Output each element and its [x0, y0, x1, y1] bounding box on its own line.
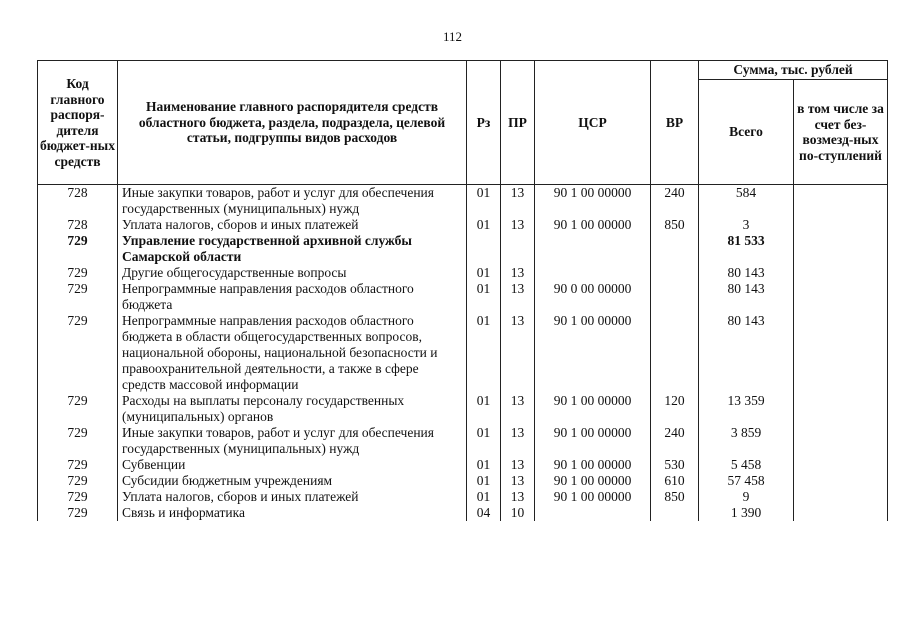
header-pr: ПР [501, 61, 535, 185]
table-row [38, 265, 888, 281]
cell-vr [651, 505, 699, 521]
cell-code: 728 [38, 217, 118, 233]
cell-code: 729 [38, 233, 118, 265]
cell-pr: 13 [501, 489, 535, 505]
cell-csr: 90 0 00 00000 [535, 281, 651, 313]
table-row [38, 233, 888, 265]
cell-pr: 13 [501, 185, 535, 218]
cell-rz [467, 233, 501, 265]
table-body [38, 185, 888, 522]
cell-name: Расходы на выплаты персоналу государственных (муниципальных) органов [118, 393, 467, 425]
cell-name: Непрограммные направления расходов областного бюджета в области общегосударственных вопросов, национальной обороны, национальной безопасности и правоохранительной деятельности, а также в сфере средств массовой информации [118, 313, 467, 393]
cell-rz: 01 [467, 457, 501, 473]
cell-csr: 90 1 00 00000 [535, 185, 651, 218]
cell-free [794, 457, 888, 473]
cell-vr: 850 [651, 489, 699, 505]
cell-free [794, 233, 888, 265]
cell-name: Связь и информатика [118, 505, 467, 521]
cell-free [794, 489, 888, 505]
cell-total: 13 359 [699, 393, 794, 425]
cell-total: 584 [699, 185, 794, 218]
cell-csr: 90 1 00 00000 [535, 425, 651, 457]
cell-free [794, 313, 888, 393]
cell-free [794, 185, 888, 218]
cell-free [794, 217, 888, 233]
cell-rz: 01 [467, 313, 501, 393]
cell-code: 729 [38, 313, 118, 393]
cell-pr: 13 [501, 473, 535, 489]
cell-rz: 01 [467, 393, 501, 425]
cell-csr: 90 1 00 00000 [535, 393, 651, 425]
cell-vr: 240 [651, 185, 699, 218]
cell-total: 81 533 [699, 233, 794, 265]
cell-free [794, 265, 888, 281]
header-rz: Рз [467, 61, 501, 185]
cell-vr: 610 [651, 473, 699, 489]
cell-code: 729 [38, 281, 118, 313]
header-name: Наименование главного распорядителя средств областного бюджета, раздела, подраздела, целевой статьи, подгруппы видов расходов [118, 61, 467, 185]
cell-csr: 90 1 00 00000 [535, 313, 651, 393]
table-row [38, 313, 888, 393]
cell-free [794, 393, 888, 425]
cell-rz: 01 [467, 425, 501, 457]
header-sum-group: Сумма, тыс. рублей [699, 61, 888, 80]
header-code: Код главного распоря-дителя бюджет-ных средств [38, 61, 118, 185]
header-total: Всего [699, 80, 794, 185]
cell-rz: 01 [467, 217, 501, 233]
cell-code: 729 [38, 457, 118, 473]
cell-code: 729 [38, 425, 118, 457]
table-row [38, 185, 888, 218]
cell-free [794, 473, 888, 489]
cell-rz: 01 [467, 489, 501, 505]
cell-csr: 90 1 00 00000 [535, 457, 651, 473]
cell-vr: 530 [651, 457, 699, 473]
cell-pr: 13 [501, 393, 535, 425]
cell-csr [535, 265, 651, 281]
cell-vr [651, 313, 699, 393]
cell-vr [651, 265, 699, 281]
table-row [38, 217, 888, 233]
table-row [38, 489, 888, 505]
cell-vr [651, 281, 699, 313]
cell-csr [535, 233, 651, 265]
cell-total: 80 143 [699, 265, 794, 281]
header-free: в том числе за счет без-возмезд-ных по-ступлений [794, 80, 888, 185]
cell-name: Уплата налогов, сборов и иных платежей [118, 217, 467, 233]
cell-vr: 240 [651, 425, 699, 457]
table-header [38, 61, 888, 185]
table-row [38, 505, 888, 521]
cell-name: Управление государственной архивной службы Самарской области [118, 233, 467, 265]
cell-pr: 13 [501, 425, 535, 457]
cell-total: 57 458 [699, 473, 794, 489]
page-number: 112 [442, 29, 463, 44]
cell-total: 3 859 [699, 425, 794, 457]
cell-rz: 01 [467, 185, 501, 218]
cell-rz: 04 [467, 505, 501, 521]
cell-code: 729 [38, 489, 118, 505]
cell-name: Субвенции [118, 457, 467, 473]
cell-total: 1 390 [699, 505, 794, 521]
cell-pr [501, 233, 535, 265]
cell-name: Непрограммные направления расходов областного бюджета [118, 281, 467, 313]
table-row [38, 393, 888, 425]
cell-vr [651, 233, 699, 265]
cell-name: Уплата налогов, сборов и иных платежей [118, 489, 467, 505]
cell-pr: 13 [501, 265, 535, 281]
cell-pr: 13 [501, 217, 535, 233]
cell-name: Иные закупки товаров, работ и услуг для обеспечения государственных (муниципальных) нужд [118, 185, 467, 218]
cell-code: 729 [38, 265, 118, 281]
cell-name: Другие общегосударственные вопросы [118, 265, 467, 281]
cell-rz: 01 [467, 281, 501, 313]
budget-table [37, 60, 888, 521]
cell-rz: 01 [467, 265, 501, 281]
cell-vr: 120 [651, 393, 699, 425]
cell-free [794, 505, 888, 521]
cell-total: 9 [699, 489, 794, 505]
cell-code: 728 [38, 185, 118, 218]
table-row [38, 281, 888, 313]
cell-pr: 10 [501, 505, 535, 521]
cell-name: Иные закупки товаров, работ и услуг для обеспечения государственных (муниципальных) нужд [118, 425, 467, 457]
cell-free [794, 281, 888, 313]
cell-csr [535, 505, 651, 521]
cell-pr: 13 [501, 281, 535, 313]
cell-pr: 13 [501, 457, 535, 473]
cell-total: 3 [699, 217, 794, 233]
table-row [38, 457, 888, 473]
header-vr: ВР [651, 61, 699, 185]
cell-free [794, 425, 888, 457]
cell-total: 80 143 [699, 313, 794, 393]
cell-csr: 90 1 00 00000 [535, 489, 651, 505]
cell-total: 80 143 [699, 281, 794, 313]
cell-csr: 90 1 00 00000 [535, 473, 651, 489]
cell-pr: 13 [501, 313, 535, 393]
cell-code: 729 [38, 473, 118, 489]
table-row [38, 425, 888, 457]
cell-rz: 01 [467, 473, 501, 489]
table-row [38, 473, 888, 489]
cell-vr: 850 [651, 217, 699, 233]
header-csr: ЦСР [535, 61, 651, 185]
cell-name: Субсидии бюджетным учреждениям [118, 473, 467, 489]
cell-csr: 90 1 00 00000 [535, 217, 651, 233]
cell-code: 729 [38, 505, 118, 521]
cell-code: 729 [38, 393, 118, 425]
cell-total: 5 458 [699, 457, 794, 473]
